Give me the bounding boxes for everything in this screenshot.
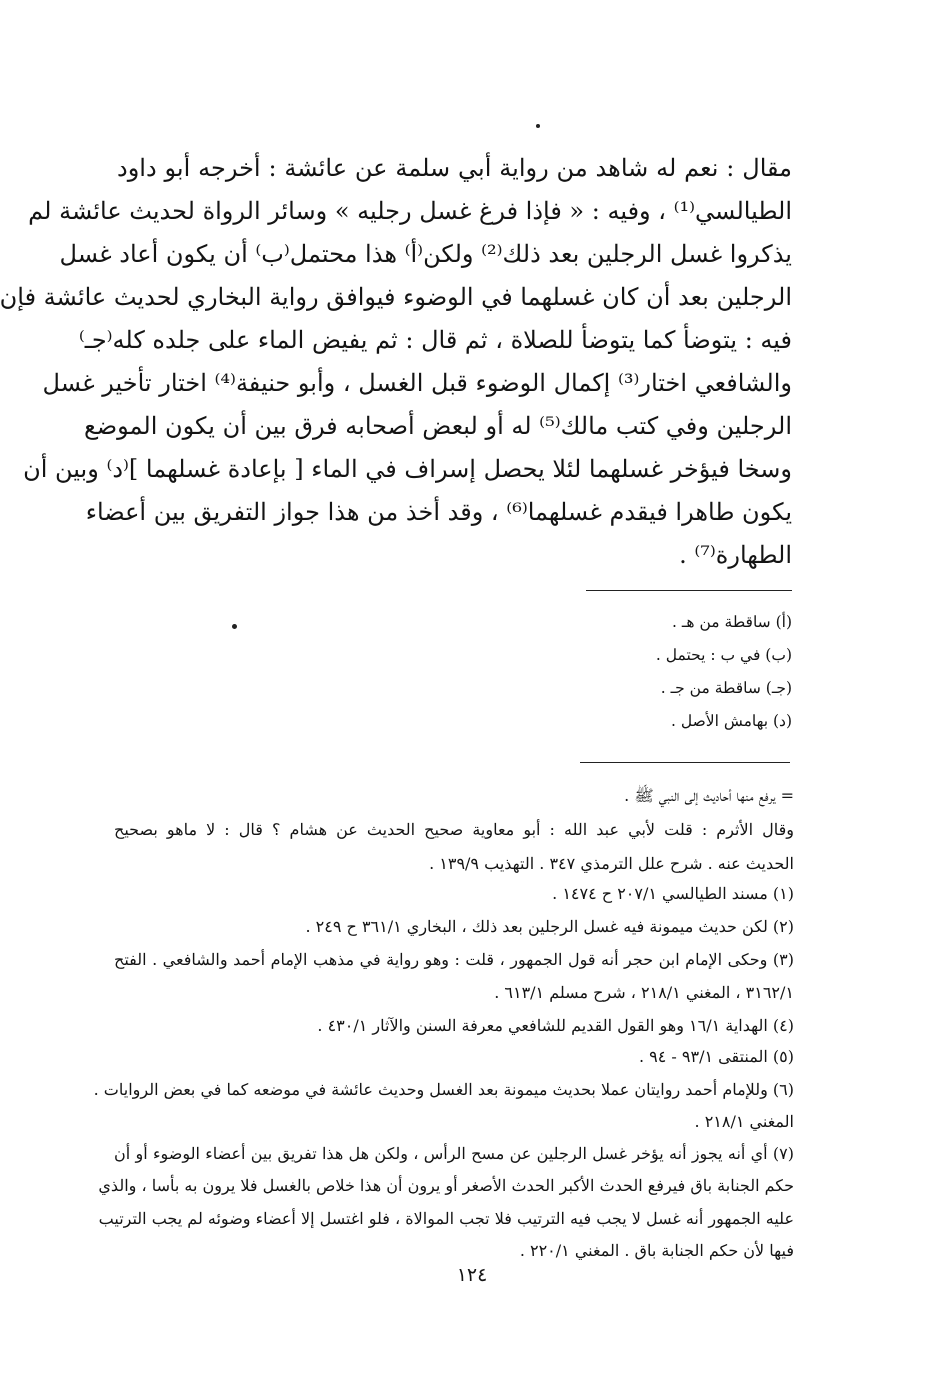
footnote-line: وقال الأثرم : قلت لأبي عبد الله : أبو معاوية صحيح الحديث عن هشام ؟ قال : لا ماهو بصحيح [114, 820, 794, 839]
main-text-line: يذكروا غسل الرجلين بعد ذلك⁽²⁾ ولكن⁽أ⁾ هذا محتمل⁽ب⁾ أن يكون أعاد غسل [59, 240, 792, 268]
footnote-line: (٥) المنتقى ٩٣/١ - ٩٤ . [638, 1047, 794, 1066]
stray-dot-top [536, 124, 540, 128]
main-text-line: الرجلين وفي كتب مالك⁽⁵⁾ له أو لبعض أصحابه فرق بين أن يكون الموضع [83, 412, 792, 440]
variant-note: (أ) ساقطة من هـ . [672, 613, 792, 631]
main-text-line: الرجلين بعد أن كان غسلهما في الوضوء فيوافق رواية البخاري لحديث عائشة فإن [0, 283, 792, 311]
variant-note: (ب) في ب : يحتمل . [655, 646, 792, 664]
main-text-line: الطهارة⁽⁷⁾ . [679, 541, 792, 569]
footnote-line: (٧) أي أنه يجوز أنه يؤخر غسل الرجلين عن مسح الرأس ، ولكن هل هذا تفريق بين أعضاء الوضوء أو أن [114, 1144, 795, 1163]
footnote-line: فيها لأن حكم الجنابة باق . المغني ٢٢٠/١ . [519, 1241, 794, 1260]
footnote-line: (٢) لكن حديث ميمونة فيه غسل الرجلين بعد ذلك ، البخاري ٣٦١/١ ح ٢٤٩ . [305, 917, 794, 936]
footnote-line: حكم الجنابة باق فيرفع الحدث الأكبر الحدث الأصغر أو يرون أن هذا خلاص بالغسل فلا يرون به بأسا ، والذي [98, 1176, 794, 1195]
main-text-line: فيه : يتوضأ كما يتوضأ للصلاة ، ثم قال : ثم يفيض الماء على جلده كله⁽جـ⁾ [78, 326, 792, 354]
main-text-line: والشافعي اختار⁽³⁾ إكمال الوضوء قبل الغسل ، وأبو حنيفة⁽⁴⁾ اختار تأخير غسل [42, 369, 792, 397]
main-text-line: مقال : نعم له شاهد من رواية أبي سلمة عن عائشة : أخرجه أبو داود [117, 154, 792, 182]
footnote-line: (٤) الهداية ١٦/١ وهو القول القديم للشافعي معرفة السنن والآثار ٤٣٠/١ . [317, 1016, 794, 1035]
variant-notes-separator [586, 590, 792, 591]
main-text-line: وسخا فيؤخر غسلهما لئلا يحصل إسراف في الماء [ بإعادة غسلهما ]⁽د⁾ وبين أن [23, 455, 792, 483]
footnote-line: (٣) وحكى الإمام ابن حجر أنه قول الجمهور ، قلت : وهو رواية في مذهب الإمام أحمد والشافعي . الفتح [114, 950, 794, 969]
footnote-line: (١) مسند الطيالسي ٢٠٧/١ ح ١٤٧٤ . [552, 884, 794, 903]
main-text-line: يكون طاهرا فيقدم غسلهما⁽⁶⁾ ، وقد أخذ من هذا جواز التفريق بين أعضاء [85, 498, 792, 526]
variant-note: (د) بهامش الأصل . [671, 712, 792, 730]
variant-note: (جـ) ساقطة من جـ . [660, 679, 792, 697]
footnote-line: (٦) وللإمام أحمد روايتان عملا بحديث ميمونة بعد الغسل وحديث عائشة في موضعه كما في بعض الروايات . [93, 1080, 794, 1099]
main-text-line: الطيالسي⁽¹⁾ ، وفيه : « فإذا فرغ غسل رجليه » وسائر الرواة لحديث عائشة لم [28, 197, 792, 225]
footnote-line: = يرفع منها أحاديث إلى النبي ﷺ . [624, 786, 794, 805]
page-number: ١٢٤ [456, 1264, 488, 1286]
footnote-line: المغني ٢١٨/١ . [694, 1112, 794, 1131]
footnote-line: عليه الجمهور أنه غسل لا يجب فيه الترتيب فلا تجب الموالاة ، فلو اغتسل إلا أعضاء وضوئه لم يجب الترتيب [98, 1209, 794, 1228]
footnote-line: ٣١٦٢/١ ، المغني ٢١٨/١ ، شرح مسلم ٦١٣/١ . [494, 983, 794, 1002]
footnote-line: الحديث عنه . شرح علل الترمذي ٣٤٧ . التهذيب ١٣٩/٩ . [429, 854, 794, 873]
footnotes-separator [580, 762, 790, 763]
